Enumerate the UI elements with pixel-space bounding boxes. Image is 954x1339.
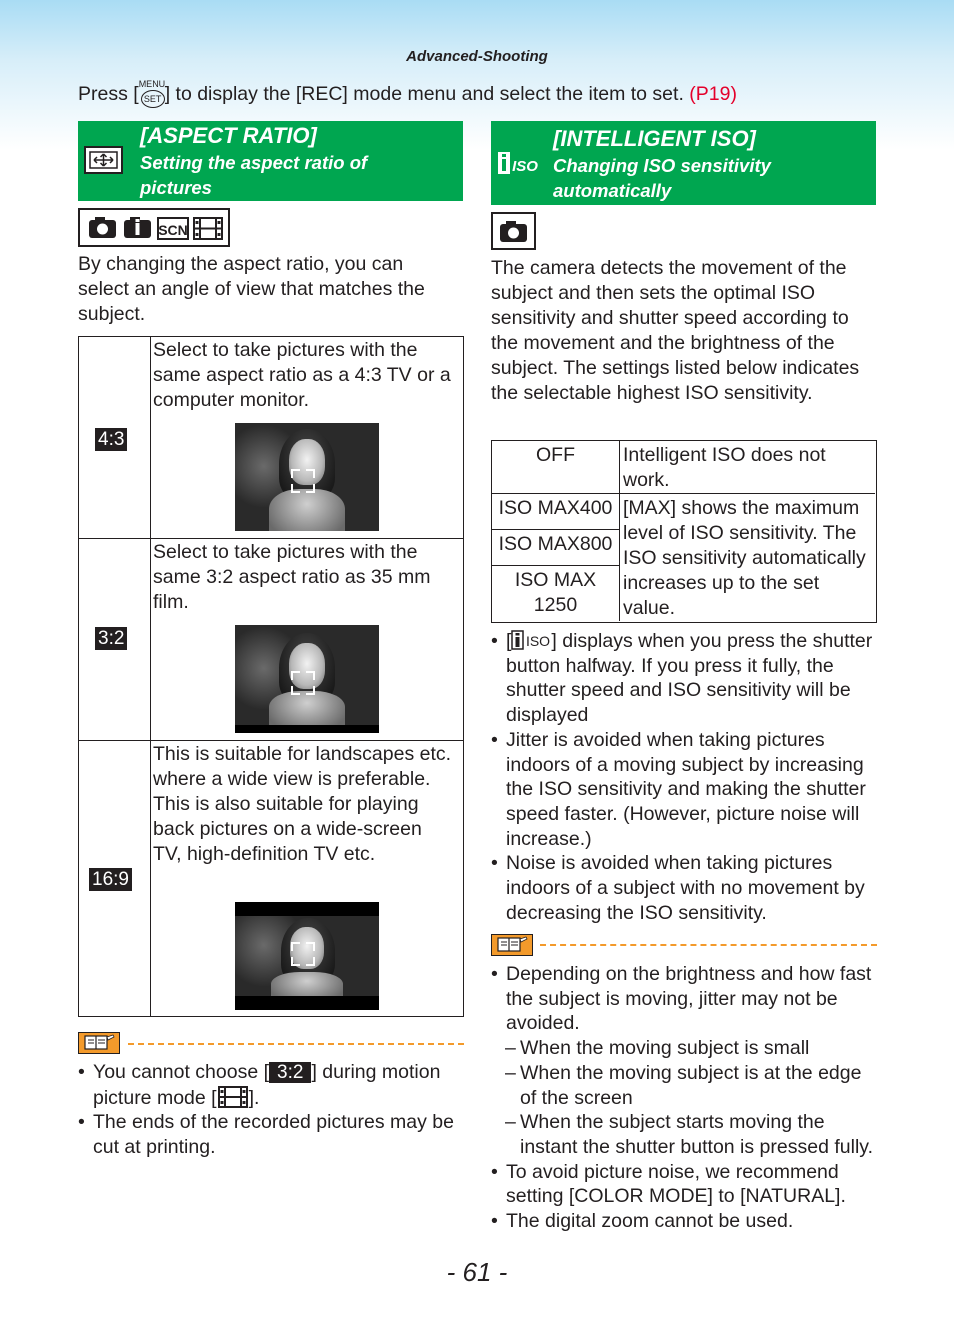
table-row [79,538,463,740]
iso-off-label: OFF [536,444,575,466]
mode-icons [78,208,230,247]
aspect-ratio-header [78,121,463,201]
note-text: You cannot choose [ [93,1061,270,1083]
intelligent-iso-subtitle: Changing ISO sensitivity automatically [553,155,771,201]
table-row [79,740,463,1017]
aspect-ratio-icon [84,146,123,174]
iso-max400-label: ISO MAX400 [498,497,613,519]
list-item: • Depending on the brightness and how fast the subject is moving, jitter may not be avoided. [491,962,879,1036]
list-item [491,629,879,728]
aspect-ratio-title: [ASPECT RATIO] [140,123,317,148]
intelligent-auto-icon [124,217,151,238]
list-item: – When the subject starts moving the instant the shutter button is pressed fully. [491,1110,879,1159]
note-icon [78,1032,120,1054]
intelligent-iso-notes [491,962,879,1234]
menu-set-icon [139,80,165,108]
bullet-text: [ [506,630,512,652]
section-label: Advanced-Shooting [406,48,548,65]
camera-mode-box [491,212,536,250]
focus-frame-icon [291,671,315,695]
camera-icon [493,214,534,248]
list-item: – When the moving subject is small [491,1036,879,1061]
iso-off-desc: Intelligent ISO does not work. [623,444,826,491]
note-icon [491,934,533,956]
list-item: • The digital zoom cannot be used. [491,1209,879,1234]
list-item: • The ends of the recorded pictures may be cut at printing. [78,1110,463,1159]
focus-frame-icon [291,469,315,493]
sample-photo-4-3 [235,423,379,531]
iso-max800-label: ISO MAX800 [498,533,613,555]
aspect-16-9-badge: 16:9 [89,868,132,891]
sample-photo-3-2 [235,625,379,733]
note-divider [540,944,877,946]
aspect-ratio-description: By changing the aspect ratio, you can select an angle of view that matches the subject. [78,253,425,325]
menu-label: MENU [138,79,166,89]
focus-frame-icon [291,942,315,966]
intro-line [78,80,737,108]
aspect-ratio-notes [78,1060,463,1160]
sample-photo-16-9 [235,902,379,1010]
set-label: SET [141,90,165,108]
scn-icon [158,218,188,239]
motion-picture-icon [217,1086,249,1108]
table-row [79,337,463,538]
intelligent-iso-bullets [491,629,879,925]
iso-max-desc: [MAX] shows the maximum level of ISO sensitivity. The ISO sensitivity automatically increases up to the set value. [623,497,866,619]
note-text: ]. [248,1086,260,1109]
aspect-16-9-text: This is suitable for landscapes etc. where a wide view is preferable. This is also suitable for playing back pictures on a wide-screen TV, high-definition TV etc. [153,743,452,865]
aspect-4-3-text: Select to take pictures with the same aspect ratio as a 4:3 TV or a computer monitor. [153,339,451,411]
list-item: • Jitter is avoided when taking pictures indoors of a moving subject by increasing the ISO sensitivity and making the shutter speed faster. (However, picture noise will increase.) [491,728,879,852]
aspect-3-2-text: Select to take pictures with the same 3:2 aspect ratio as 35 mm film. [153,541,431,613]
svg-text:SCN: SCN [158,222,188,238]
intelligent-iso-icon [511,630,551,650]
bullet-text: ] displays when you press the shutter button halfway. If you press it fully, the shutter speed and ISO sensitivity will be displayed [506,630,873,727]
intelligent-iso-title: [INTELLIGENT ISO] [553,126,756,151]
list-item [78,1060,463,1110]
intro-before: Press [ [78,83,139,105]
note-text: ] during motion picture mode [ [93,1061,441,1109]
aspect-ratio-subtitle: Setting the aspect ratio of pictures [140,152,368,198]
aspect-4-3-badge: 4:3 [95,428,127,451]
page-reference-link[interactable]: (P19) [689,83,737,105]
page-number: - 61 - [446,1257,508,1287]
list-item: • Noise is avoided when taking pictures indoors of a subject with no movement by decreasing the ISO sensitivity. [491,851,879,925]
aspect-3-2-inline-badge: 3:2 [269,1062,311,1083]
list-item: – When the moving subject is at the edge of the screen [491,1061,879,1110]
note-divider [128,1043,464,1045]
motion-picture-icon [194,218,222,239]
list-item: • To avoid picture noise, we recommend setting [COLOR MODE] to [NATURAL]. [491,1160,879,1209]
svg-text:ISO: ISO [526,633,551,649]
intelligent-iso-icon [497,149,538,177]
intelligent-iso-description: The camera detects the movement of the subject and then sets the optimal ISO sensitivity and shutter speed according to the movement and the brightness of the subject. The settings listed below indicates the selectable highest ISO sensitivity. [491,257,860,404]
intelligent-iso-header [491,121,876,205]
iso-max1250-label: ISO MAX 1250 [514,569,597,616]
aspect-3-2-badge: 3:2 [95,627,127,650]
intro-after: ] to display the [REC] mode menu and select the item to set. [164,83,684,105]
iso-table [491,440,877,623]
svg-text:ISO: ISO [512,158,538,175]
camera-icon [89,217,116,238]
aspect-ratio-table [78,336,464,1017]
